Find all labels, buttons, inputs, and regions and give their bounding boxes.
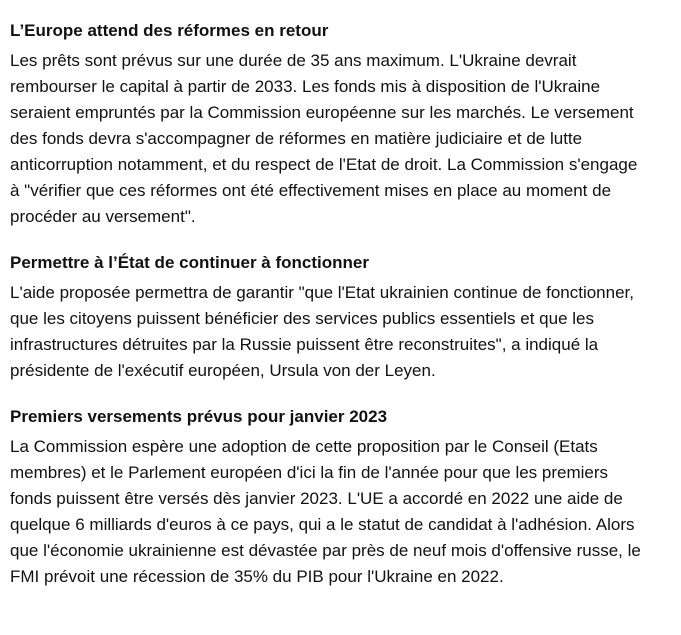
- section-heading: L’Europe attend des réformes en retour: [10, 21, 329, 40]
- section-fonctionnement: [10, 252, 671, 384]
- section-paragraph: Les prêts sont prévus sur une durée de 35 ans maximum. L'Ukraine devrait rembourser le capital à partir de 2033. Les fonds mis à disposition de l'Ukraine seraient empruntés par la Commission européenne sur les marchés. Le versement des fonds devra s'accompagner de réformes en matière judiciaire et de lutte anticorruption notamment, et du respect de l'Etat de droit. La Commission s'engage à "vérifier que ces réformes ont été effectivement mises en place au moment de procéder au versement".: [10, 51, 638, 226]
- section-heading: Permettre à l’État de continuer à fonctionner: [10, 253, 369, 272]
- section-versements: [10, 406, 671, 590]
- section-heading: Premiers versements prévus pour janvier 2023: [10, 407, 388, 426]
- section-reformes: [10, 20, 671, 230]
- section-paragraph: L'aide proposée permettra de garantir "que l'Etat ukrainien continue de fonctionner, que les citoyens puissent bénéficier des services publics essentiels et que les infrastructures détruites par la Russie puissent être reconstruites", a indiqué la présidente de l'exécutif européen, Ursula von der Leyen.: [10, 283, 634, 380]
- section-paragraph: La Commission espère une adoption de cette proposition par le Conseil (Etats membres) et le Parlement européen d'ici la fin de l'année pour que les premiers fonds puissent être versés dès janvier 2023. L'UE a accordé en 2022 une aide de quelque 6 milliards d'euros à ce pays, qui a le statut de candidat à l'adhésion. Alors que l'économie ukrainienne est dévastée par près de neuf mois d'offensive russe, le FMI prévoit une récession de 35% du PIB pour l'Ukraine en 2022.: [10, 437, 641, 586]
